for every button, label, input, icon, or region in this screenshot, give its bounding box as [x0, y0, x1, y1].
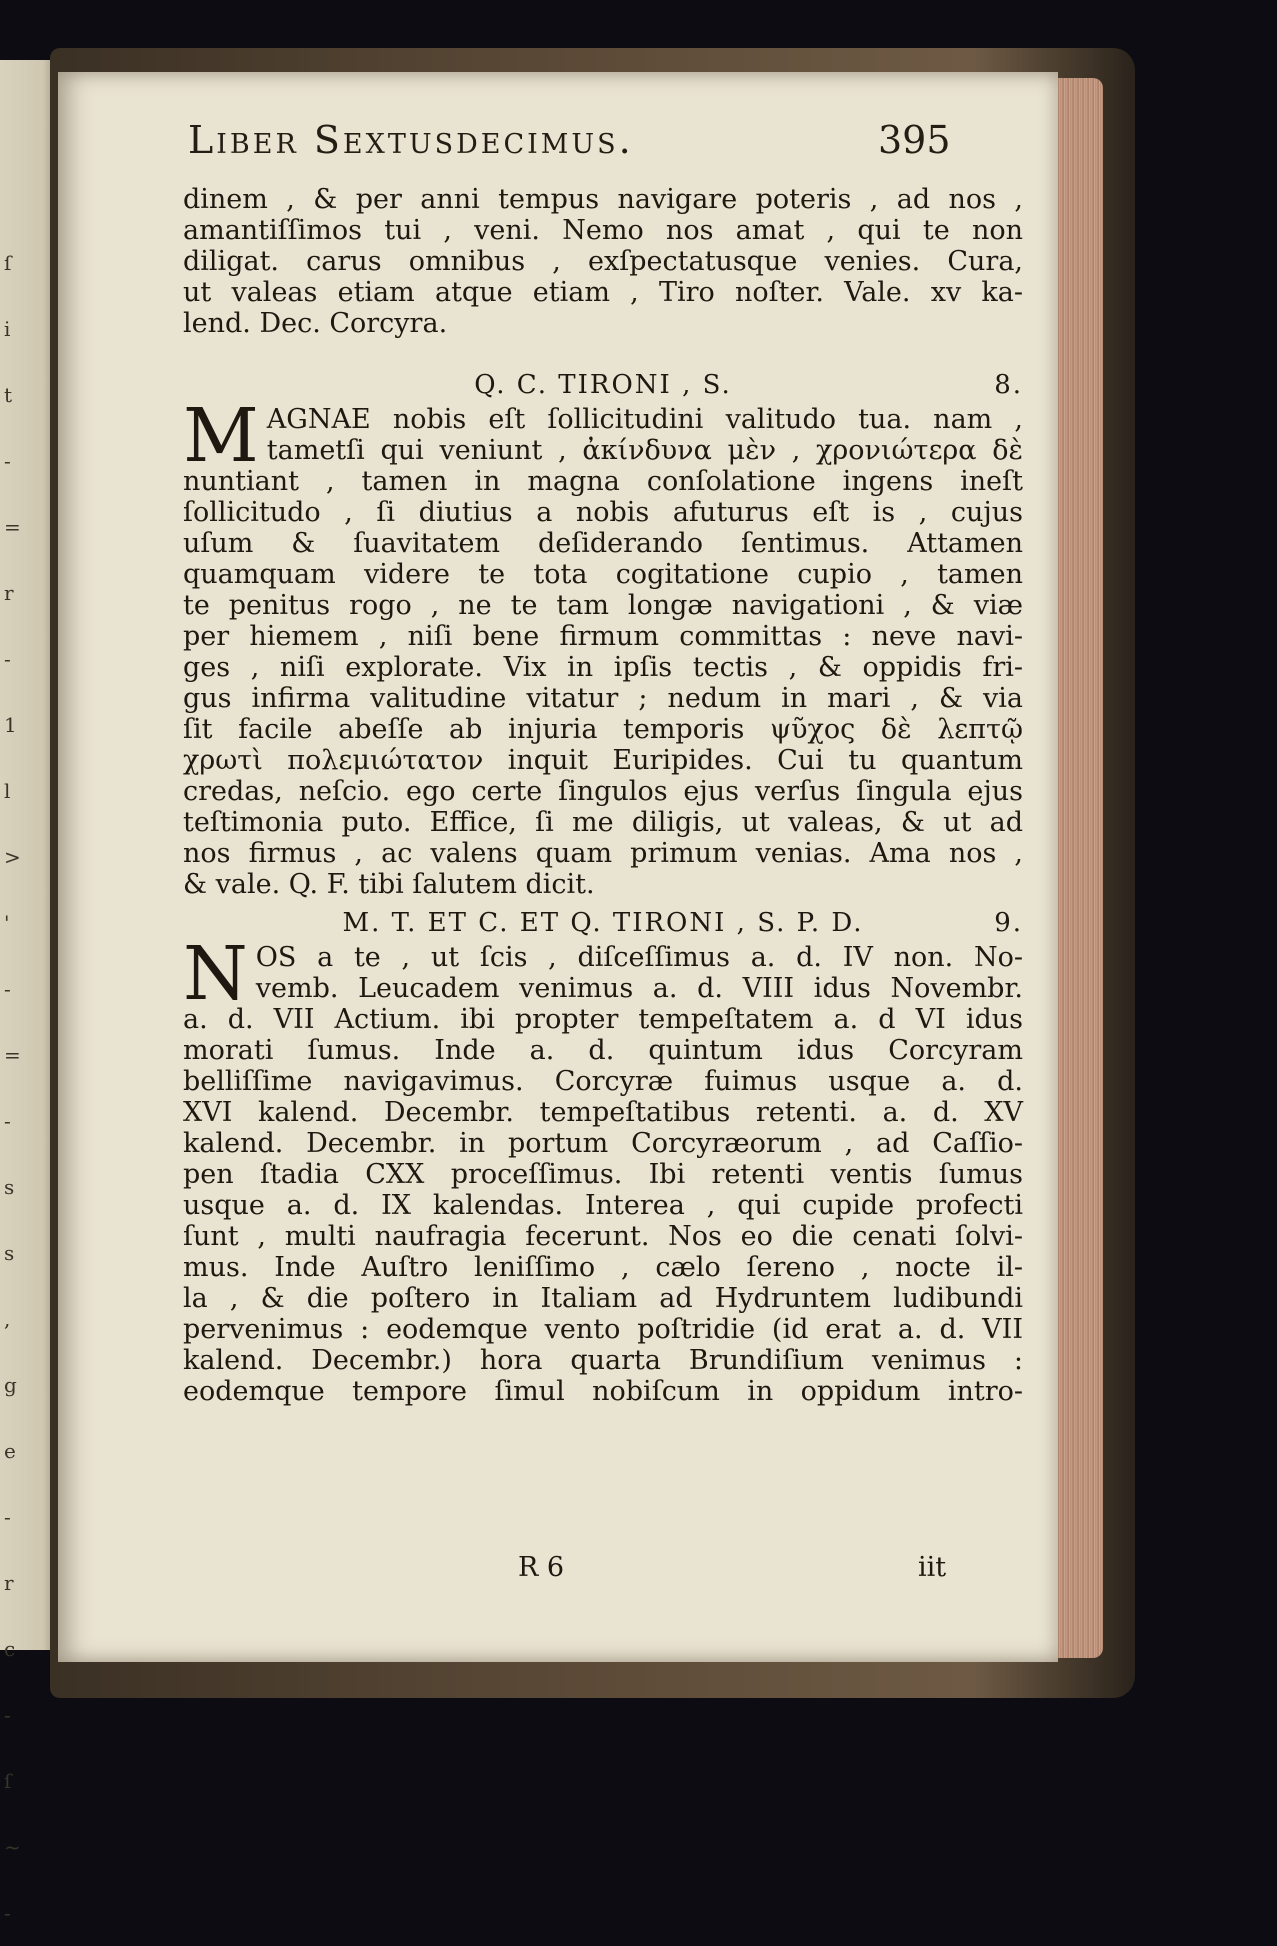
left-page-glyph: = [4, 1043, 21, 1067]
left-page-glyph: ſ [4, 251, 12, 275]
left-page-glyph: - [4, 1901, 11, 1925]
text-line: & vale. Q. F. tibi ſalutem dicit. [183, 869, 595, 900]
letter-number: 8. [994, 370, 1023, 400]
left-page-glyph: 1 [4, 713, 17, 737]
left-page-glyphs [4, 230, 24, 1946]
text-line: eodemque tempore ſimul nobiſcum in oppidum intro- [183, 1376, 1023, 1407]
left-page-glyph: - [4, 647, 11, 671]
left-page-glyph: g [4, 1373, 17, 1397]
left-page-glyph: - [4, 1505, 11, 1529]
text-line: teſtimonia puto. Effice, ſi me diligis, ut valeas, & ut ad [183, 807, 1023, 838]
left-page-glyph: , [4, 1307, 11, 1331]
text-line: per hiemem , niſi bene firmum committas : neve navi- [183, 621, 1023, 652]
text-line: amantiſſimos tui , veni. Nemo nos amat , qui te non [183, 215, 1023, 246]
text-line: te penitus rogo , ne te tam longæ navigationi , & viæ [183, 590, 1023, 621]
intro-paragraph [183, 184, 1023, 339]
text-line: ſollicitudo , ſi diutius a nobis afuturus eſt is , cujus [183, 497, 1023, 528]
signature-mark: R 6 [518, 1552, 565, 1583]
text-line: kalend. Decembr.) hora quarta Brundiſium venimus : [183, 1345, 1023, 1376]
text-line: pen ſtadia CXX proceſſimus. Ibi retenti ventis ſumus [183, 1159, 1023, 1190]
left-page-glyph: ~ [4, 1835, 21, 1859]
text-line: la , & die poſtero in Italiam ad Hydruntem ludibundi [183, 1283, 1023, 1314]
left-page-glyph: r [4, 1571, 14, 1595]
text-line: AGNAE nobis eſt ſollicitudini valitudo tua. nam , [266, 404, 1023, 435]
letter-8-body [183, 393, 1023, 900]
text-line: usque a. d. IX kalendas. Interea , qui cupide profecti [183, 1190, 1023, 1221]
left-page-glyph: ' [4, 911, 10, 935]
text-line: ges , niſi explorate. Vix in ipſis tectis , & oppidis fri- [183, 652, 1023, 683]
text-line: credas, neſcio. ego certe ſingulos ejus verſus ſingula ejus [183, 776, 1023, 807]
drop-cap: N [183, 931, 248, 1017]
letter-heading-text: M. T. ET C. ET Q. TIRONI , S. P. D. [342, 908, 864, 938]
text-line: lend. Dec. Corcyra. [183, 308, 448, 339]
text-line: XVI kalend. Decembr. tempeſtatibus retenti. a. d. XV [183, 1097, 1023, 1128]
text-line: dinem , & per anni tempus navigare poteris , ad nos , [183, 184, 1023, 215]
left-page-glyph: = [4, 515, 21, 539]
text-line: OS a te , ut ſcis , diſceſſimus a. d. IV non. No- [255, 942, 1023, 973]
letter-9-heading [183, 908, 1023, 940]
drop-cap: M [183, 393, 259, 479]
left-page-glyph: s [4, 1241, 15, 1265]
running-head: Liber Sextusdecimus. [188, 118, 634, 162]
left-page-glyph: r [4, 581, 14, 605]
left-page-glyph: e [4, 1439, 16, 1463]
letter-9-body [183, 931, 1023, 1407]
text-line: gus infirma valitudine vitatur ; nedum in mari , & via [183, 683, 1023, 714]
letter-number: 9. [994, 908, 1023, 938]
left-page-glyph: i [4, 317, 11, 341]
letter-heading-text: Q. C. TIRONI , S. [474, 370, 732, 400]
left-page-glyph: - [4, 449, 11, 473]
text-line: mus. Inde Auſtro leniſſimo , cælo ſereno , nocte il- [183, 1252, 1023, 1283]
letter-8-heading [183, 370, 1023, 402]
text-line: diligat. carus omnibus , exſpectatusque venies. Cura, [183, 246, 1023, 277]
left-page-glyph: s [4, 1175, 15, 1199]
text-line: morati ſumus. Inde a. d. quintum idus Corcyram [183, 1035, 1023, 1066]
catchword: iit [918, 1552, 947, 1583]
page-395 [58, 72, 1058, 1662]
left-page-glyph: l [4, 779, 11, 803]
left-page-glyph: t [4, 383, 13, 407]
text-line: pervenimus : eodemque vento poſtridie (id erat a. d. VII [183, 1314, 1023, 1345]
text-line: a. d. VII Actium. ibi propter tempeſtatem a. d VI idus [183, 1004, 1023, 1035]
left-page-glyph: > [4, 845, 21, 869]
left-page-glyph: c [4, 1637, 16, 1661]
text-line: χρωτὶ πολεμιώτατον inquit Euripides. Cui tu quantum [183, 745, 1023, 776]
text-line: quamquam videre te tota cogitatione cupio , tamen [183, 559, 1023, 590]
left-page-glyph: - [4, 977, 11, 1001]
text-line: tametſi qui veniunt , ἀκίνδυνα μὲν , χρονιώτερα δὲ [266, 435, 1023, 466]
text-line: belliſſime navigavimus. Corcyræ fuimus usque a. d. [183, 1066, 1023, 1097]
text-line: ſit facile abeſſe ab injuria temporis ψῦχος δὲ λεπτῷ [183, 714, 1023, 745]
text-line: nuntiant , tamen in magna conſolatione ingens ineſt [183, 466, 1023, 497]
left-page-glyph: ſ [4, 1769, 12, 1793]
text-line: ut valeas etiam atque etiam , Tiro noſter. Vale. xv ka- [183, 277, 1023, 308]
text-line: vemb. Leucadem venimus a. d. VIII idus Novembr. [255, 973, 1023, 1004]
page-number: 395 [878, 118, 951, 162]
text-line: ſunt , multi naufragia fecerunt. Nos eo die cenati ſolvi- [183, 1221, 1023, 1252]
page-edges [1055, 78, 1103, 1658]
text-line: nos firmus , ac valens quam primum venias. Ama nos , [183, 838, 1023, 869]
left-page-glyph: - [4, 1109, 11, 1133]
text-line: uſum & ſuavitatem deſiderando ſentimus. Attamen [183, 528, 1023, 559]
text-line: kalend. Decembr. in portum Corcyræorum , ad Caſſio- [183, 1128, 1023, 1159]
left-page-glyph: - [4, 1703, 11, 1727]
